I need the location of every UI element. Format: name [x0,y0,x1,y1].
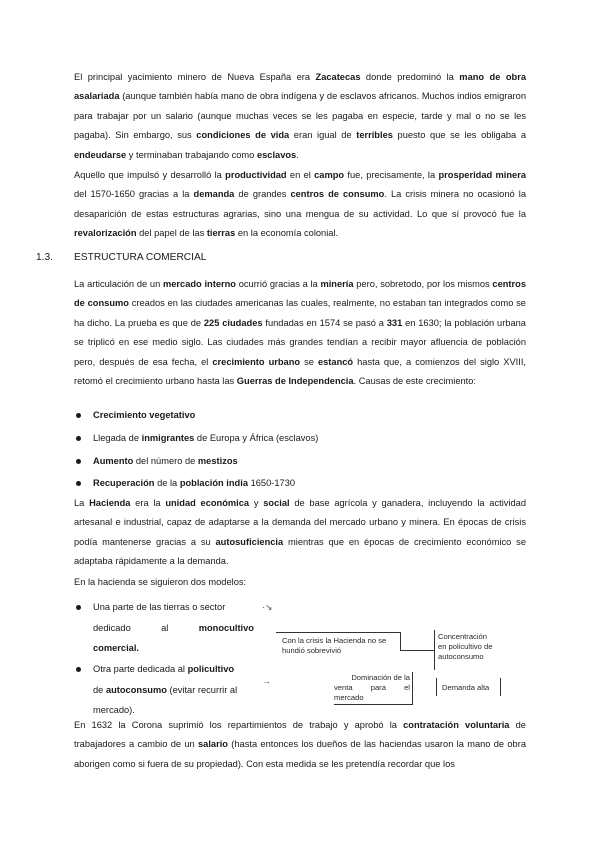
bullet-icon [76,413,81,418]
diagram-concentracion: Concentración en policultivo de autoconsumo [438,632,493,661]
causes-list [74,404,526,495]
paragraph-productividad: Aquello que impulsó y desarrolló la productividad en el campo fue, precisamente, la prosperidad minera del 1570-1650 gracias a la demanda de grandes centros de consumo. La crisis minera no ocasionó la desaparición de estas estructuras agrarias, sino una mengua de su actividad. Lo que sí provocó fue la revalorización del papel de las tierras en la economía colonial. [74,170,527,239]
list-item-text: Aumento del número de mestizos [93,455,238,466]
diagram-line [434,630,435,670]
bullet-icon [76,459,81,464]
paragraph-mercado-interno: La articulación de un mercado interno ocurrió gracias a la minería pero, sobretodo, por los mismos centros de consumo creados en las ciudades americanas las cuales, realmente, no estaban tan integrados como se ha dicho. La prueba es que de 225 ciudades fundadas en 1574 se pasó a 331 en 1630; la población urbana se triplicó en ese medio siglo. Las ciudades más grandes tendían a recibir mayor afluencia de población pero, después de esa fecha, el crecimiento urbano se estancó hasta que, a comienzos del siglo XVIII, retomó el crecimiento urbano hasta las Guerras de Independencia. Causas de este crecimiento: [74,279,526,387]
paragraph-zacatecas: El principal yacimiento minero de Nueva España era Zacatecas donde predominó la mano de obra asalariada (aunque también había mano de obra indígena y de esclavos africanos. Muchos indios emigraron para trabajar por un salario (aunque muchas veces se les pagaba en especie, tarde y mal o no se les pagaba). Sin embargo, sus condiciones de vida eran igual de terribles puesto que se les obligaba a endeudarse y terminaban trabajando como esclavos. [74,72,526,160]
list-item [74,472,526,495]
diagram-crisis-note: Con la crisis la Hacienda no se hundió sobrevivió [282,636,387,655]
list-item-text: Recuperación de la población india 1650-1730 [93,478,296,489]
bullet-icon [76,605,81,610]
arrow-mark-icon: ·↘ [262,602,273,612]
paragraph-1632: En 1632 la Corona suprimió los repartimientos de trabajo y aprobó la contratación voluntaria de trabajadores a cambio de un salario (hasta entonces los dueños de las haciendas usaron la mano de obra aborigen como si fuera de su propiedad). Con esta medida se les pretendía recordar que los [74,720,526,769]
diagram-line [400,650,434,651]
diagram-line [400,632,401,650]
model-1-line-1: Una parte de las tierras o sector [93,602,226,612]
model-2-line-1: Otra parte dedicada al policultivo [93,664,235,674]
model-2-line-2: de autoconsumo (evitar recurrir al [93,684,238,695]
diagram-line [436,678,437,696]
paragraph-hacienda: La Hacienda era la unidad económica y social de base agrícola y ganadera, incluyendo la actividad artesanal e industrial, capaz de adaptarse a la demanda del mercado urbano y minera. En épocas de crisis podía mantenerse gracias a su autosuficiencia mientras que en épocas de crecimiento económico se adaptaba rápidamente a la demanda. [74,498,527,567]
section-title: ESTRUCTURA COMERCIAL [74,252,207,263]
list-item-text: Llegada de inmigrantes de Europa y África (esclavos) [93,432,319,443]
list-item [74,659,254,721]
list-item [74,450,526,473]
model-1-line-3: comercial. [93,643,139,654]
arrow-mark-icon: → [262,676,271,686]
models-list [74,597,254,721]
list-item-text: Crecimiento vegetativo [93,410,196,420]
list-item [74,404,526,427]
bullet-icon [76,667,81,672]
diagram-line [500,678,501,696]
bullet-icon [76,436,81,441]
diagram-line [334,704,412,705]
diagram-line [276,632,400,633]
section-number: 1.3. [36,252,53,263]
bullet-icon [76,481,81,486]
diagram-dominacion: Dominación de la venta para el mercado [334,673,410,702]
diagram-demanda: Demanda alta [442,683,490,692]
list-item [74,427,526,450]
model-2-line-3: mercado). [93,705,135,716]
paragraph-modelos: En la hacienda se siguieron dos modelos: [74,577,247,587]
list-item [74,597,254,659]
model-1-line-2: dedicado al monocultivo [93,622,254,633]
diagram-line [412,672,413,705]
